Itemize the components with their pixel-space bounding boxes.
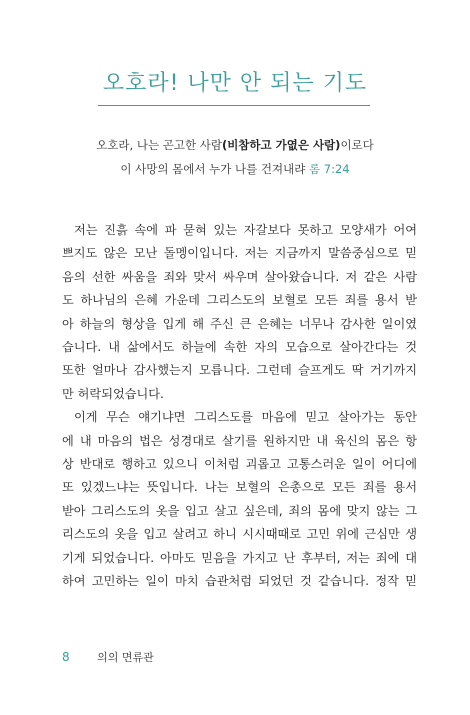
epigraph-line-1-bold: (비참하고 가엾은 사람)	[221, 138, 341, 152]
body-line: 기게 되었습니다. 아마도 믿음을 가지고 난 후부터, 저는 죄에 대	[62, 550, 417, 565]
epigraph-line-2-text: 이 사망의 몸에서 누가 나를 건져내랴	[120, 162, 306, 176]
body-line: 하여 고민하는 일이 마치 습관처럼 되었던 것 같습니다. 정작 믿	[62, 574, 417, 589]
body-line: 음의 선한 싸움을 죄와 맞서 싸우며 살아왔습니다. 저 같은 사람	[62, 269, 417, 284]
epigraph-line-2	[60, 157, 410, 181]
body-line: 리스도의 옷을 입고 살려고 하니 시시때때로 고민 위에 근심만 생	[62, 527, 417, 542]
body-line: 아 하늘의 형상을 입게 해 주신 큰 은혜는 너무나 감사한 일이였	[62, 316, 417, 331]
scripture-reference: 롬 7:24	[308, 162, 350, 176]
body-line: 에 내 마음의 법은 성경대로 살기를 원하지만 내 육신의 몸은 항	[62, 433, 417, 448]
body-line: 쁘지도 않은 모난 돌멩이입니다. 저는 지금까지 말씀중심으로 믿	[62, 246, 417, 261]
body-line: 습니다. 내 삶에서도 하늘에 속한 자의 모습으로 살아간다는 것	[62, 340, 417, 355]
epigraph	[60, 133, 410, 181]
body-text	[62, 219, 417, 594]
page-footer	[62, 649, 154, 665]
body-line: 저는 진흙 속에 파 묻혀 있는 자갈보다 못하고 모양새가 어여	[74, 223, 417, 237]
body-line: 만 허락되었습니다.	[62, 386, 164, 401]
epigraph-line-1	[60, 133, 410, 157]
page-number: 8	[62, 650, 70, 664]
running-title: 의의 면류관	[97, 651, 154, 664]
body-line: 도 하나님의 은혜 가운데 그리스도의 보혈로 모든 죄를 용서 받	[62, 293, 417, 308]
epigraph-line-1-end: 이로다	[340, 138, 374, 152]
body-line: 이게 무슨 얘기냐면 그리스도를 마음에 믿고 살아가는 동안	[74, 410, 417, 425]
body-line: 또 있겠느냐는 뜻입니다. 나는 보혈의 은총으로 모든 죄를 용서	[62, 480, 417, 495]
body-line: 받아 그리스도의 옷을 입고 살고 싶은데, 죄의 몸에 맞지 않는 그	[62, 503, 417, 518]
body-line: 또한 얼마나 감사했는지 모릅니다. 그런데 슬프게도 딱 거기까지	[62, 363, 417, 378]
epigraph-line-1-start: 오호라, 나는 곤고한 사람	[96, 138, 222, 152]
title-underline	[98, 105, 370, 106]
body-line: 상 반대로 행하고 있으니 이처럼 괴롭고 고통스러운 일이 어디에	[62, 457, 417, 472]
chapter-title: 오호라! 나만 안 되는 기도	[102, 71, 368, 96]
